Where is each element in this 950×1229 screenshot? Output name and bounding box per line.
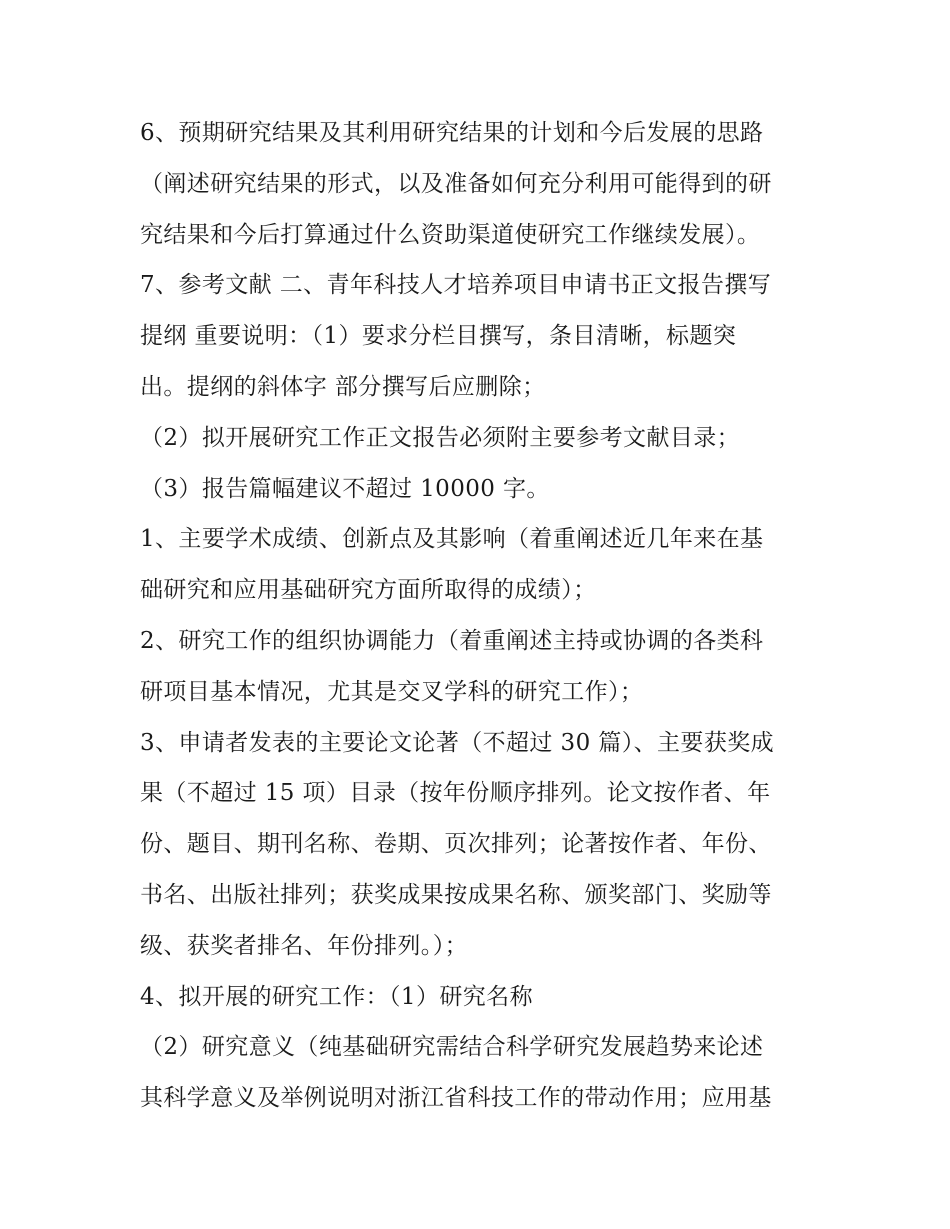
text-line: （2）研究意义（纯基础研究需结合科学研究发展趋势来论述 <box>140 1034 764 1061</box>
text-line: 级、获奖者排名、年份排列。）； <box>140 932 468 959</box>
text-line: 6、预期研究结果及其利用研究结果的计划和今后发展的思路 <box>140 120 764 146</box>
text-line: 书名、出版社排列；获奖成果按成果名称、颁奖部门、奖励等 <box>140 881 772 908</box>
text-line: 1、主要学术成绩、创新点及其影响（着重阐述近几年来在基 <box>140 526 764 553</box>
text-line: 出。提纲的斜体字 部分撰写后应删除； <box>140 373 546 400</box>
text-line: 果（不超过 15 项）目录（按年份顺序排列。论文按作者、年 <box>140 780 771 807</box>
text-line: 究结果和今后打算通过什么资助渠道使研究工作继续发展）。 <box>140 221 761 248</box>
text-line: （阐述研究结果的形式，以及准备如何充分利用可能得到的研 <box>140 170 772 197</box>
text-line: （3）报告篇幅建议不超过 10000 字。 <box>140 475 550 502</box>
document-body <box>140 108 830 1124</box>
text-line: 4、拟开展的研究工作：（1）研究名称 <box>140 983 533 1010</box>
text-line: 提纲 重要说明：（1）要求分栏目撰写，条目清晰，标题突 <box>140 323 737 350</box>
text-line: 础研究和应用基础研究方面所取得的成绩）； <box>140 577 597 604</box>
text-line: 份、题目、期刊名称、卷期、页次排列；论著按作者、年份、 <box>140 831 772 858</box>
text-line: 2、研究工作的组织协调能力（着重阐述主持或协调的各类科 <box>140 627 764 654</box>
text-line: （2）拟开展研究工作正文报告必须附主要参考文献目录； <box>140 424 741 451</box>
text-line: 3、申请者发表的主要论文论著（不超过 30 篇）、主要获奖成 <box>140 729 775 756</box>
text-line: 7、参考文献 二、青年科技人才培养项目申请书正文报告撰写 <box>140 272 772 299</box>
text-line: 研项目基本情况，尤其是交叉学科的研究工作）； <box>140 678 644 705</box>
text-line: 其科学意义及举例说明对浙江省科技工作的带动作用；应用基 <box>140 1085 772 1112</box>
